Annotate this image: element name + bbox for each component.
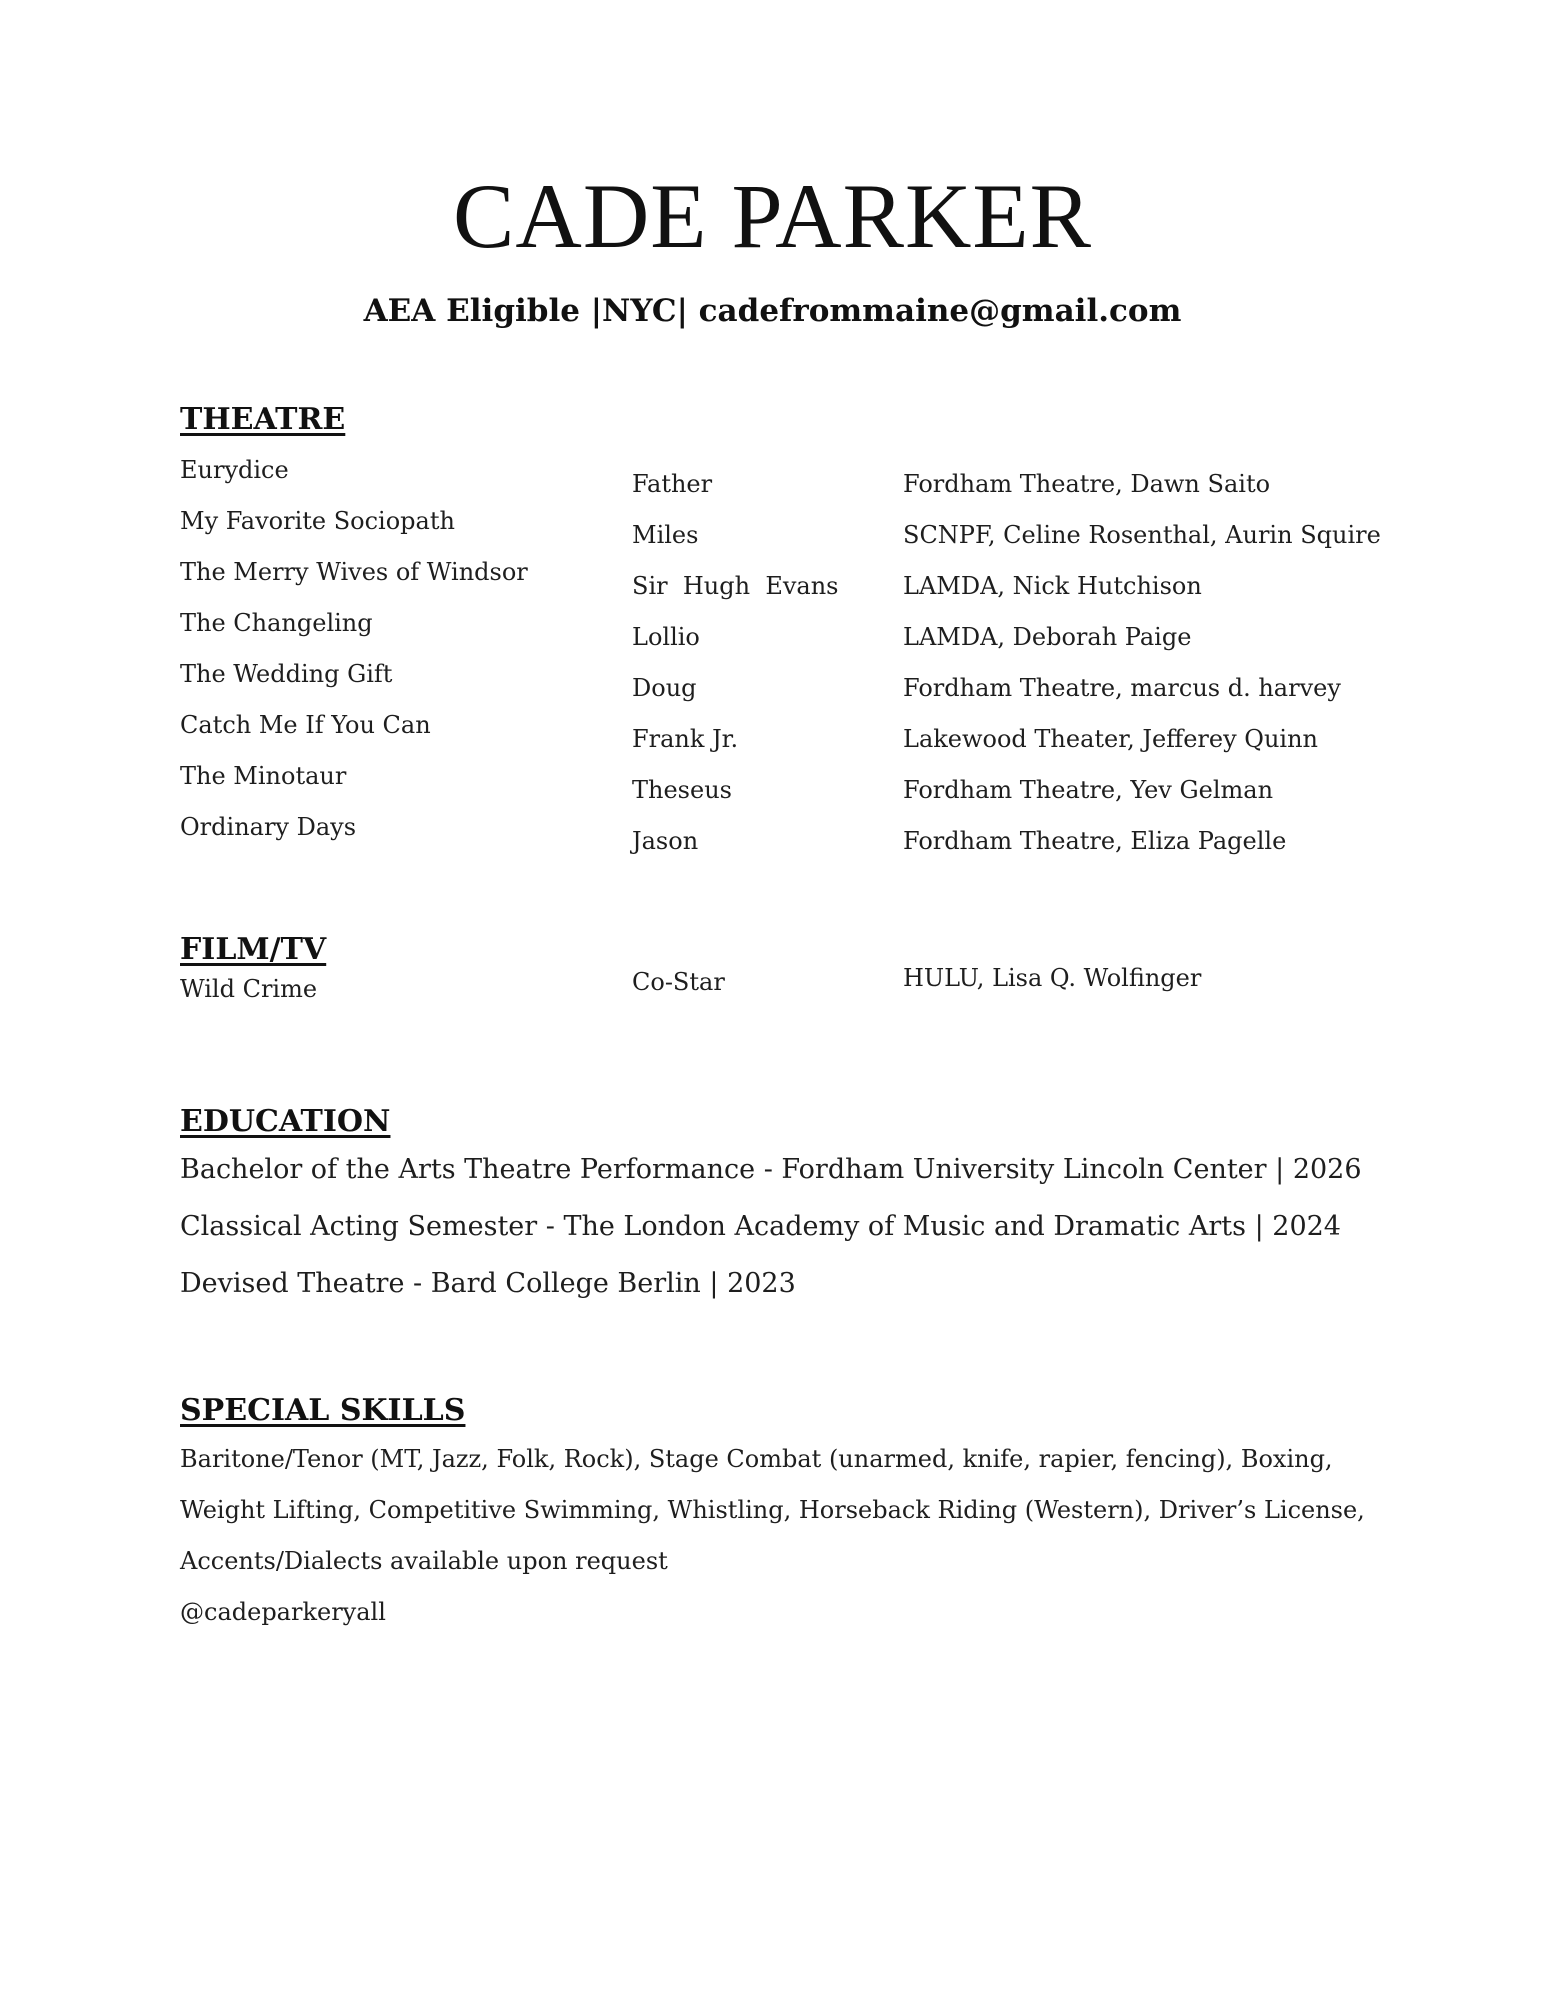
theatre-role: Doug (632, 674, 697, 702)
film-show: Wild Crime (180, 975, 318, 1003)
page-title: CADE PARKER (453, 165, 1092, 267)
skills-line: Weight Lifting, Competitive Swimming, Whistling, Horseback Riding (Western), Driver’s License, (180, 1496, 1365, 1524)
contact-line: AEA Eligible |NYC| cadefrommaine@gmail.com (363, 293, 1182, 329)
theatre-show: The Changeling (180, 609, 373, 637)
theatre-show: The Minotaur (180, 762, 347, 790)
theatre-role: Jason (632, 827, 699, 855)
social-handle: @cadeparkeryall (180, 1598, 386, 1626)
theatre-company: Fordham Theatre, Yev Gelman (903, 776, 1274, 804)
skills-line: Accents/Dialects available upon request (180, 1547, 668, 1575)
education-item: Devised Theatre - Bard College Berlin | 2023 (180, 1268, 796, 1299)
theatre-company: Fordham Theatre, marcus d. harvey (903, 674, 1341, 702)
theatre-show: The Merry Wives of Windsor (180, 558, 528, 586)
theatre-role: Miles (632, 521, 699, 549)
education-item: Bachelor of the Arts Theatre Performance - Fordham University Lincoln Center | 2026 (180, 1154, 1362, 1185)
education-heading: EDUCATION (180, 1104, 391, 1139)
theatre-heading: THEATRE (180, 402, 346, 437)
film-company: HULU, Lisa Q. Wolfinger (903, 964, 1202, 992)
theatre-show: The Wedding Gift (180, 660, 393, 688)
theatre-show: My Favorite Sociopath (180, 507, 455, 535)
theatre-company: SCNPF, Celine Rosenthal, Aurin Squire (903, 521, 1381, 549)
theatre-company: Lakewood Theater, Jefferey Quinn (903, 725, 1319, 753)
theatre-show: Catch Me If You Can (180, 711, 431, 739)
theatre-company: LAMDA, Nick Hutchison (903, 572, 1202, 600)
film-tv-heading: FILM/TV (180, 932, 327, 967)
theatre-role: Lollio (632, 623, 700, 651)
theatre-role: Father (632, 470, 713, 498)
film-role: Co-Star (632, 968, 725, 996)
theatre-company: Fordham Theatre, Eliza Pagelle (903, 827, 1287, 855)
theatre-show: Eurydice (180, 456, 289, 484)
theatre-role: Sir Hugh Evans (632, 572, 839, 600)
theatre-show: Ordinary Days (180, 813, 357, 841)
theatre-company: LAMDA, Deborah Paige (903, 623, 1192, 651)
theatre-role: Theseus (632, 776, 732, 804)
education-item: Classical Acting Semester - The London Academy of Music and Dramatic Arts | 2024 (180, 1211, 1341, 1242)
special-skills-heading: SPECIAL SKILLS (180, 1393, 466, 1428)
skills-line: Baritone/Tenor (MT, Jazz, Folk, Rock), Stage Combat (unarmed, knife, rapier, fencing), Boxing, (180, 1445, 1333, 1473)
theatre-role: Frank Jr. (632, 725, 739, 753)
theatre-company: Fordham Theatre, Dawn Saito (903, 470, 1271, 498)
